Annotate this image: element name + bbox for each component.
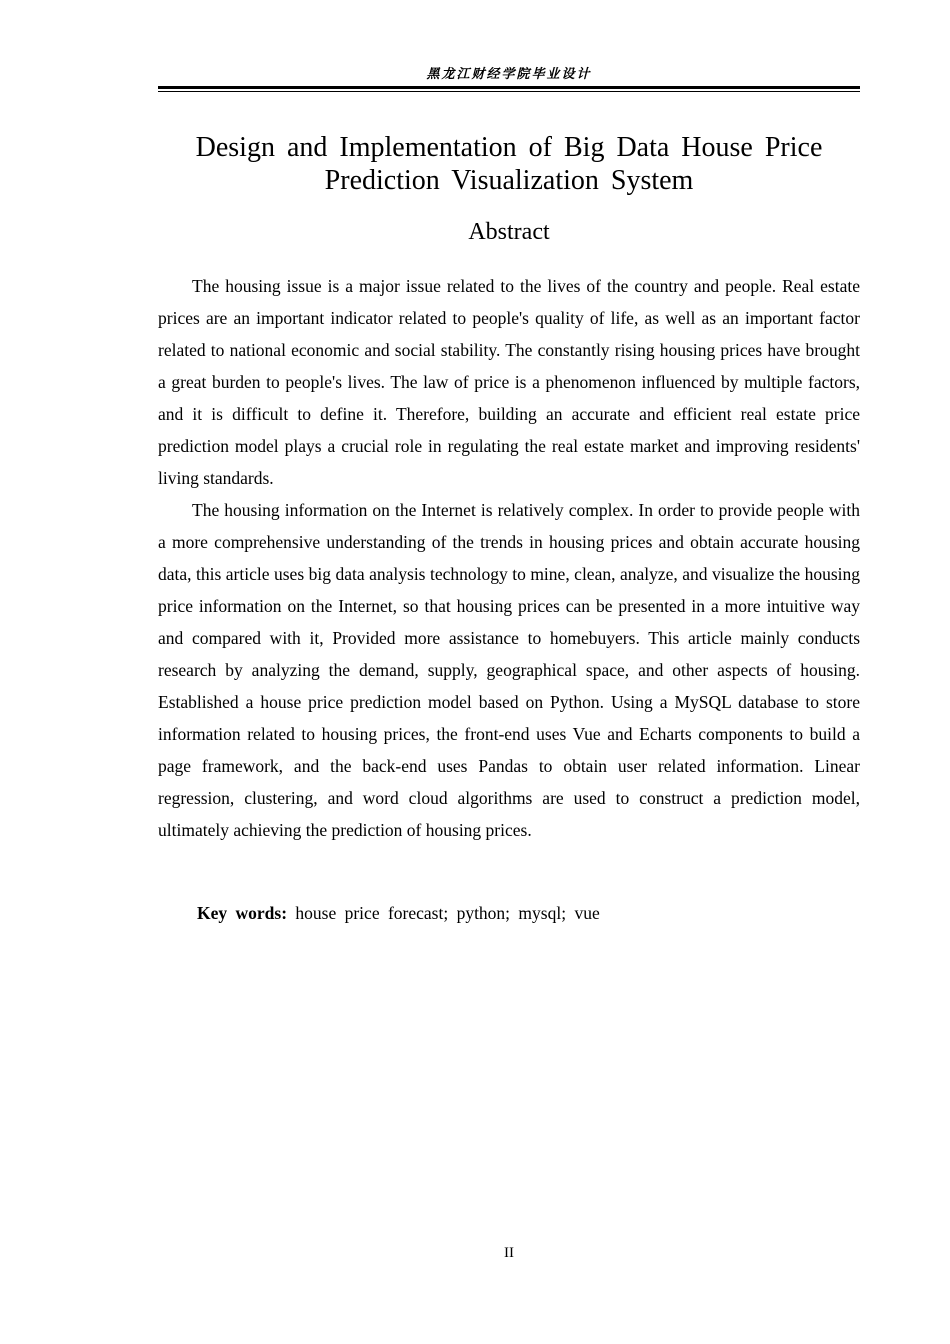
abstract-body bbox=[158, 270, 860, 846]
page-number: II bbox=[504, 1245, 514, 1261]
keywords-label: Key words: bbox=[197, 903, 288, 923]
thesis-title bbox=[158, 131, 860, 197]
keywords-line bbox=[197, 898, 860, 928]
thesis-title-line1: Design and Implementation of Big Data House Price bbox=[195, 132, 823, 163]
abstract-paragraph: The housing information on the Internet is relatively complex. In order to provide people with a more comprehensive understanding of the trends in housing prices and obtain accurate housing data, this article uses big data analysis technology to mine, clean, analyze, and visualize the housing price information on the Internet, so that housing prices can be presented in a more intuitive way and compared with it, Provided more assistance to homebuyers. This article mainly conducts research by analyzing the demand, supply, geographical space, and other aspects of housing. Established a house price prediction model based on Python. Using a MySQL database to store information related to housing prices, the front-end uses Vue and Echarts components to build a page framework, and the back-end uses Pandas to obtain user related information. Linear regression, clustering, and word cloud algorithms are used to construct a prediction model, ultimately achieving the prediction of housing prices. bbox=[158, 500, 860, 840]
thesis-title-line2: Prediction Visualization System bbox=[324, 165, 694, 196]
keywords-text: house price forecast; python; mysql; vue bbox=[295, 903, 600, 923]
abstract-paragraph: The housing issue is a major issue related to the lives of the country and people. Real estate prices are an important indicator related to people's quality of life, as well as an important factor related to national economic and social stability. The constantly rising housing prices have brought a great burden to people's lives. The law of price is a phenomenon influenced by multiple factors, and it is difficult to define it. Therefore, building an accurate and efficient real estate price prediction model plays a crucial role in regulating the real estate market and improving residents' living standards. bbox=[158, 276, 860, 488]
header-rule-thin bbox=[158, 91, 860, 92]
running-header: 黑龙江财经学院毕业设计 bbox=[426, 67, 592, 82]
header-rule-thick bbox=[158, 86, 860, 89]
abstract-heading: Abstract bbox=[468, 219, 550, 245]
